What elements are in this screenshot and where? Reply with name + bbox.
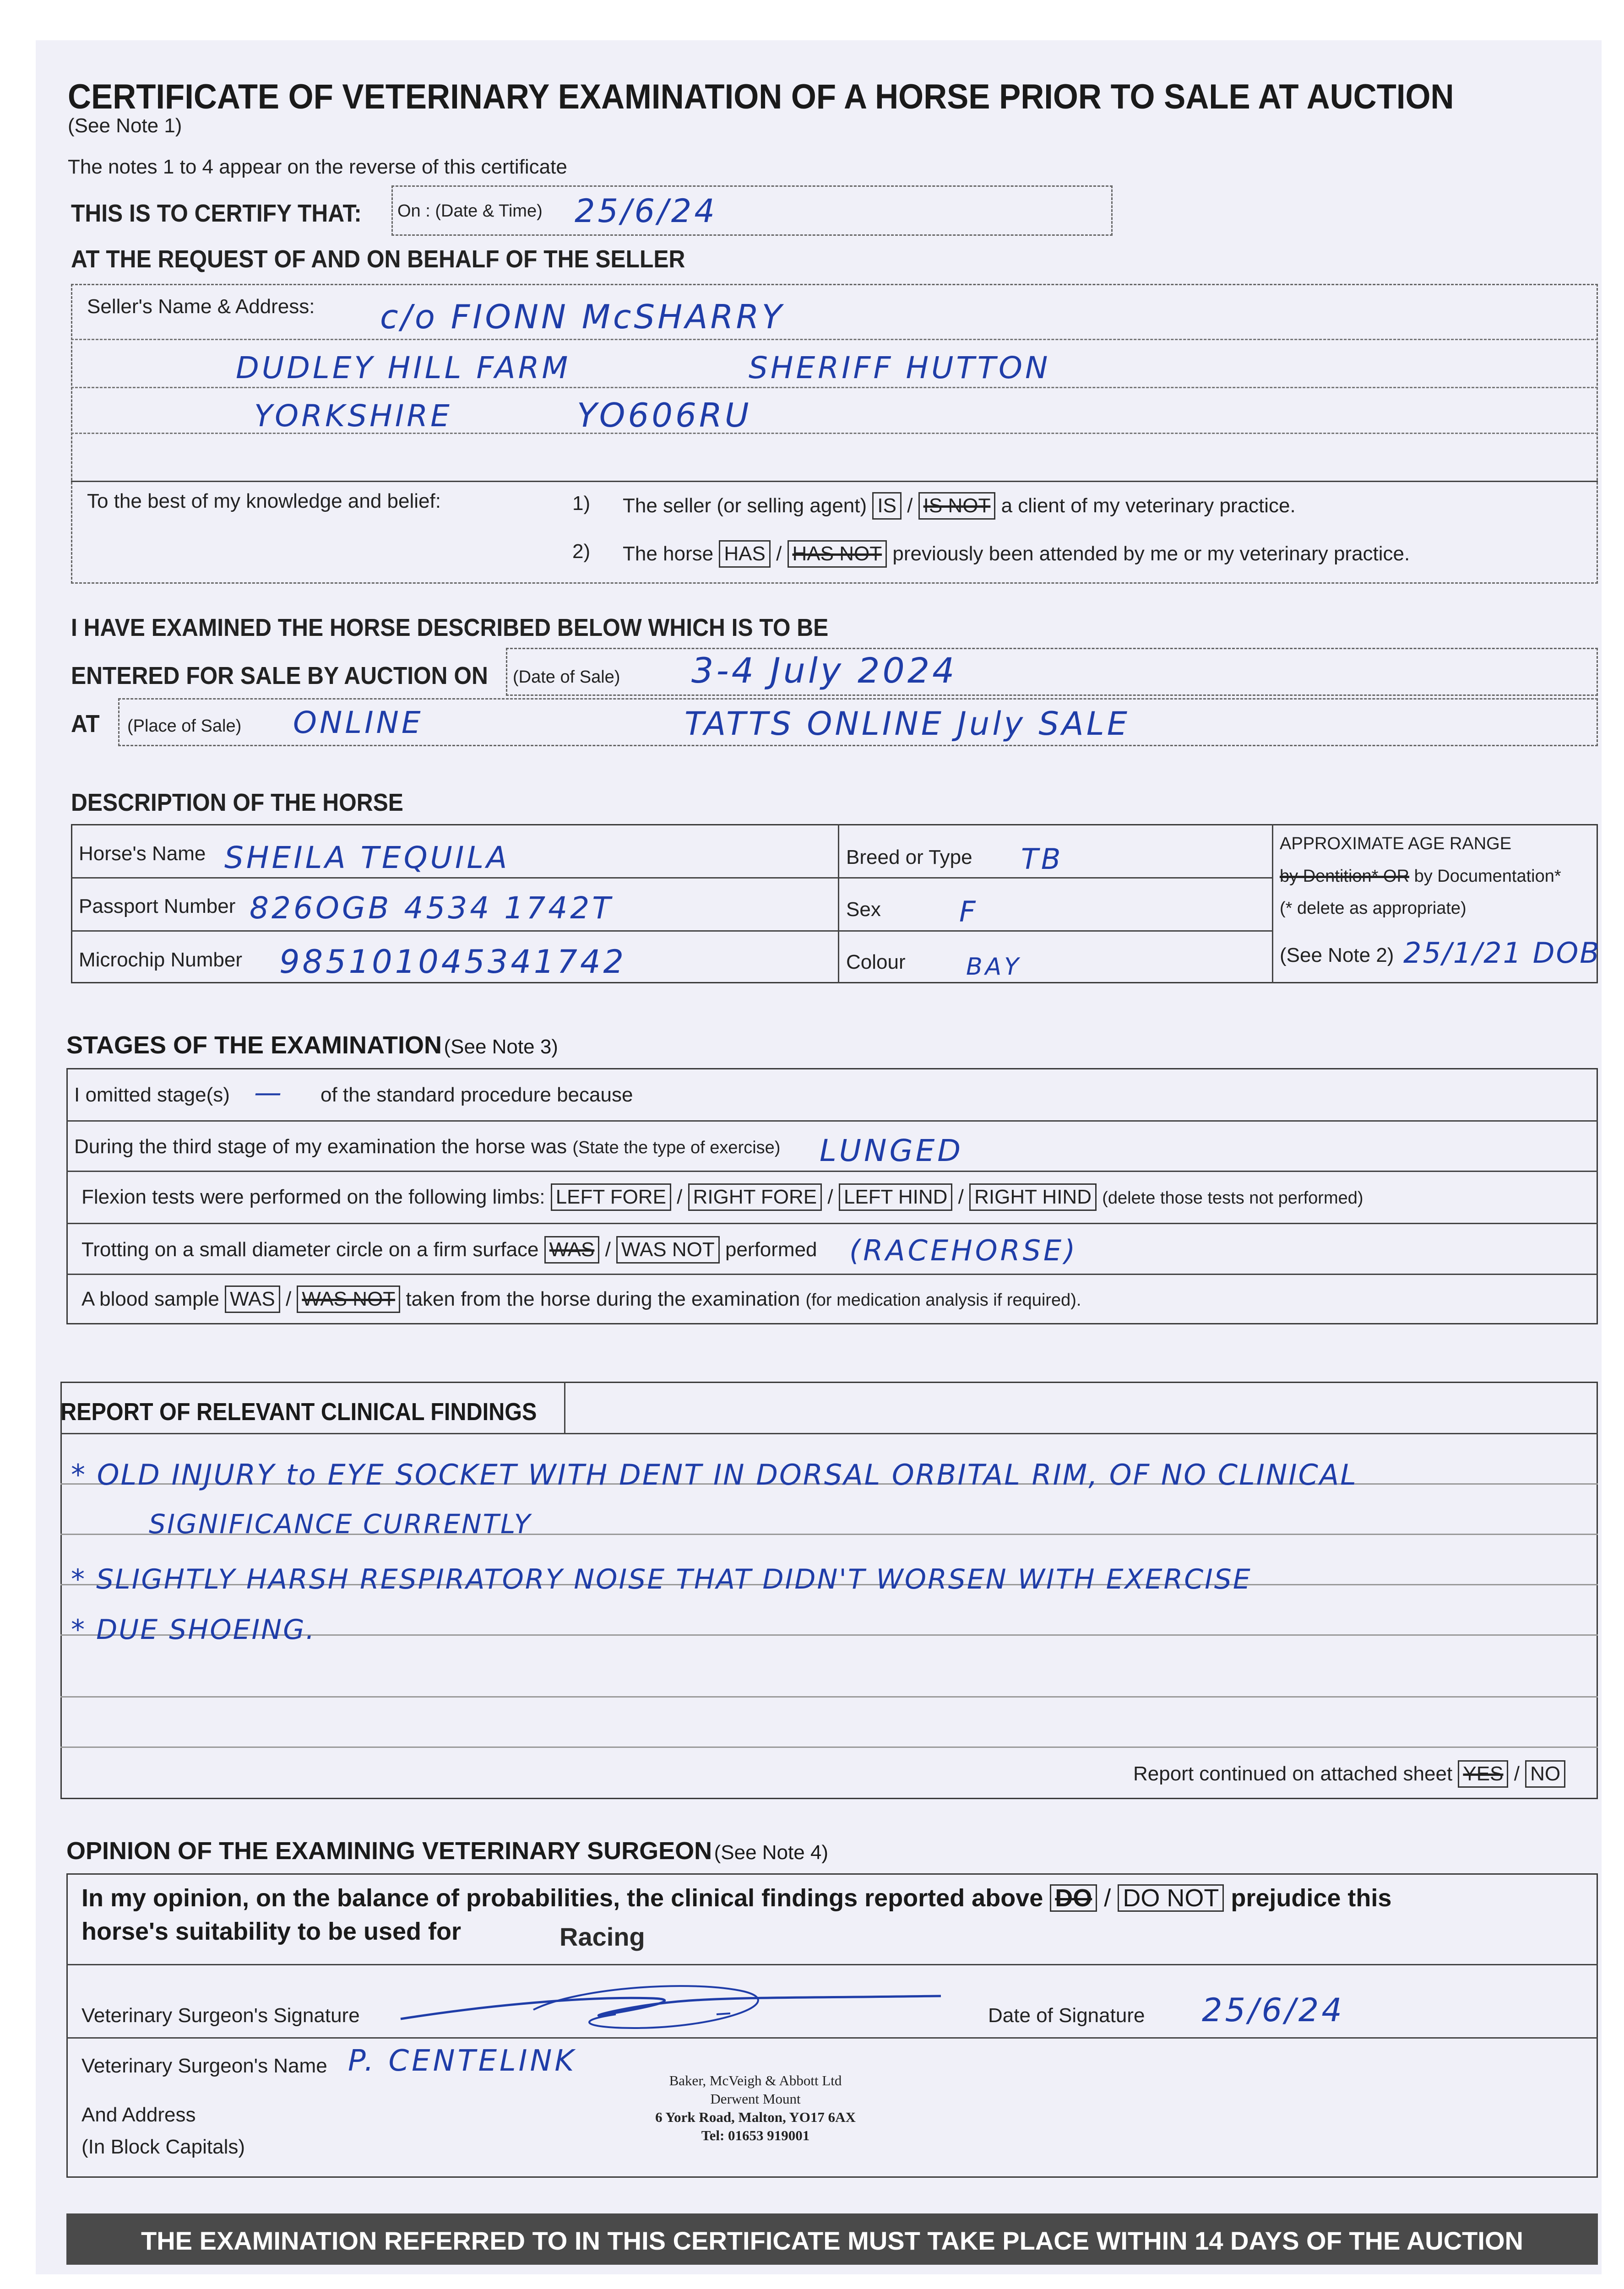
- third-stage: During the third stage of my examination the horse was (State the type of exercise): [74, 1135, 781, 1158]
- third-stage-value: LUNGED: [820, 1133, 964, 1168]
- age-by-dentition: by Dentition* OR: [1280, 867, 1410, 886]
- has-option[interactable]: HAS: [719, 540, 770, 568]
- flex-left-hind[interactable]: LEFT HIND: [839, 1183, 953, 1211]
- opinion-heading: OPINION OF THE EXAMINING VETERINARY SURGEON: [66, 1837, 712, 1865]
- practice-stamp: [620, 2072, 891, 2145]
- horse-name-value: SHEILA TEQUILA: [224, 840, 510, 875]
- opinion-heading-row: [66, 1837, 828, 1865]
- opinion-line1: In my opinion, on the balance of probabilities, the clinical findings reported above DO / DO NOT prejudice this: [81, 1884, 1392, 1912]
- address-label: And Address: [81, 2104, 196, 2126]
- knowledge-item1: The seller (or selling agent) IS / IS NOT a client of my veterinary practice.: [623, 492, 1296, 520]
- continued-no[interactable]: NO: [1525, 1760, 1565, 1788]
- flexion-row: Flexion tests were performed on the following limbs: LEFT FORE / RIGHT FORE / LEFT HIND / RIGHT HIND (delete those tests not performed): [81, 1183, 1363, 1211]
- stamp-line2: Derwent Mount: [710, 2091, 801, 2107]
- stamp-line4: Tel: 01653 919001: [701, 2127, 810, 2143]
- stamp-line3: 6 York Road, Malton, YO17 6AX: [655, 2109, 856, 2125]
- seller-line3b: YO606RU: [577, 396, 752, 434]
- date-signature-label: Date of Signature: [988, 2004, 1145, 2027]
- report-heading: REPORT OF RELEVANT CLINICAL FINDINGS: [60, 1398, 537, 1426]
- microchip-label: Microchip Number: [79, 949, 242, 971]
- on-date-value: 25/6/24: [575, 192, 717, 230]
- has-not-option[interactable]: HAS NOT: [788, 540, 887, 568]
- at-label: AT: [71, 710, 100, 738]
- stages-heading: STAGES OF THE EXAMINATION: [66, 1031, 442, 1059]
- stages-heading-row: [66, 1031, 558, 1059]
- see-note-1: (See Note 1): [68, 114, 182, 137]
- request-heading: AT THE REQUEST OF AND ON BEHALF OF THE SELLER: [71, 245, 685, 273]
- seller-label: Seller's Name & Address:: [87, 295, 315, 318]
- age-value: 25/1/21 DOB: [1403, 936, 1601, 970]
- colour-value: BAY: [966, 953, 1022, 981]
- age-range-label: APPROXIMATE AGE RANGE: [1280, 834, 1512, 853]
- certificate-title: CERTIFICATE OF VETERINARY EXAMINATION OF A HORSE PRIOR TO SALE AT AUCTION: [68, 77, 1454, 116]
- finding-3: * DUE SHOEING.: [71, 1614, 316, 1646]
- opinion-note: (See Note 4): [714, 1841, 829, 1864]
- age-method: [1280, 867, 1561, 886]
- place-of-sale-value2: TATTS ONLINE July SALE: [684, 705, 1130, 743]
- horse-name-label: Horse's Name: [79, 842, 206, 865]
- trot-was[interactable]: WAS: [544, 1236, 600, 1264]
- opinion-use-value: Racing: [559, 1922, 645, 1951]
- place-of-sale-value1: ONLINE: [293, 705, 424, 740]
- is-option[interactable]: IS: [872, 492, 902, 520]
- notes-line: The notes 1 to 4 appear on the reverse of this certificate: [68, 156, 567, 178]
- continued-yes[interactable]: YES: [1458, 1760, 1508, 1788]
- report-continued: Report continued on attached sheet YES / NO: [1133, 1760, 1565, 1788]
- signature-scribble: [396, 1978, 955, 2037]
- opinion-do[interactable]: DO: [1050, 1884, 1097, 1912]
- seller-line3a: YORKSHIRE: [254, 398, 452, 434]
- sex-label: Sex: [846, 898, 881, 921]
- vet-name-label: Veterinary Surgeon's Name: [81, 2055, 327, 2077]
- date-of-sale-field[interactable]: [506, 648, 1598, 696]
- footer-text: THE EXAMINATION REFERRED TO IN THIS CERTIFICATE MUST TAKE PLACE WITHIN 14 DAYS OF THE AUCTION: [141, 2226, 1523, 2255]
- blood-was[interactable]: WAS: [225, 1286, 280, 1313]
- entered-label: ENTERED FOR SALE BY AUCTION ON: [71, 662, 488, 689]
- colour-label: Colour: [846, 951, 906, 973]
- seller-line1: c/o FIONN McSHARRY: [380, 298, 785, 336]
- examined-heading: I HAVE EXAMINED THE HORSE DESCRIBED BELOW WHICH IS TO BE: [71, 614, 829, 641]
- omitted-post: of the standard procedure because: [320, 1084, 633, 1106]
- microchip-value: 985101045341742: [279, 943, 627, 981]
- finding-1b: SIGNIFICANCE CURRENTLY: [149, 1508, 532, 1540]
- flex-right-fore[interactable]: RIGHT FORE: [688, 1183, 822, 1211]
- date-of-sale-value: 3-4 July 2024: [691, 650, 957, 691]
- knowledge-item2: The horse HAS / HAS NOT previously been attended by me or my veterinary practice.: [623, 540, 1410, 568]
- flex-right-hind[interactable]: RIGHT HIND: [969, 1183, 1097, 1211]
- age-see-note: (See Note 2): [1280, 944, 1394, 966]
- seller-line2b: SHERIFF HUTTON: [749, 350, 1051, 385]
- breed-value: TB: [1021, 842, 1064, 876]
- trot-was-not[interactable]: WAS NOT: [616, 1236, 720, 1264]
- breed-label: Breed or Type: [846, 846, 972, 868]
- vet-name-value: P. CENTELINK: [348, 2044, 577, 2078]
- finding-1: * OLD INJURY to EYE SOCKET WITH DENT IN DORSAL ORBITAL RIM, OF NO CLINICAL: [71, 1458, 1358, 1492]
- stamp-line1: Baker, McVeigh & Abbott Ltd: [669, 2072, 842, 2088]
- omitted-value: —: [254, 1077, 284, 1109]
- opinion-do-not[interactable]: DO NOT: [1118, 1884, 1224, 1912]
- flex-left-fore[interactable]: LEFT FORE: [551, 1183, 671, 1211]
- block-capitals-label: (In Block Capitals): [81, 2136, 245, 2158]
- age-by-documentation: by Documentation*: [1414, 867, 1561, 886]
- opinion-line2: horse's suitability to be used for: [81, 1918, 461, 1945]
- trot-value: (RACEHORSE): [849, 1234, 1078, 1267]
- place-of-sale-label: (Place of Sale): [127, 716, 242, 736]
- item2-num: 2): [572, 540, 591, 563]
- horse-heading: DESCRIPTION OF THE HORSE: [71, 789, 403, 816]
- item1-num: 1): [572, 492, 591, 515]
- trot-row: Trotting on a small diameter circle on a firm surface WAS / WAS NOT performed: [81, 1236, 817, 1264]
- blood-was-not[interactable]: WAS NOT: [297, 1286, 400, 1313]
- blood-row: A blood sample WAS / WAS NOT taken from the horse during the examination (for medication analysis if required).: [81, 1286, 1081, 1313]
- is-not-option[interactable]: IS NOT: [918, 492, 996, 520]
- finding-2: * SLIGHTLY HARSH RESPIRATORY NOISE THAT DIDN'T WORSEN WITH EXERCISE: [71, 1563, 1252, 1595]
- certify-label: THIS IS TO CERTIFY THAT:: [71, 200, 362, 227]
- date-of-sale-label: (Date of Sale): [513, 667, 620, 687]
- sex-value: F: [959, 895, 978, 928]
- passport-value: 826OGB 4534 1742T: [250, 890, 614, 926]
- signature-label: Veterinary Surgeon's Signature: [81, 2004, 360, 2027]
- stages-note: (See Note 3): [444, 1036, 558, 1058]
- knowledge-label: To the best of my knowledge and belief:: [87, 490, 441, 512]
- on-date-label: On : (Date & Time): [397, 201, 543, 221]
- seller-line2a: DUDLEY HILL FARM: [236, 350, 571, 385]
- date-signature-value: 25/6/24: [1202, 1991, 1345, 2029]
- omitted-label: I omitted stage(s): [74, 1084, 230, 1106]
- passport-label: Passport Number: [79, 895, 236, 917]
- age-delete-note: (* delete as appropriate): [1280, 899, 1466, 918]
